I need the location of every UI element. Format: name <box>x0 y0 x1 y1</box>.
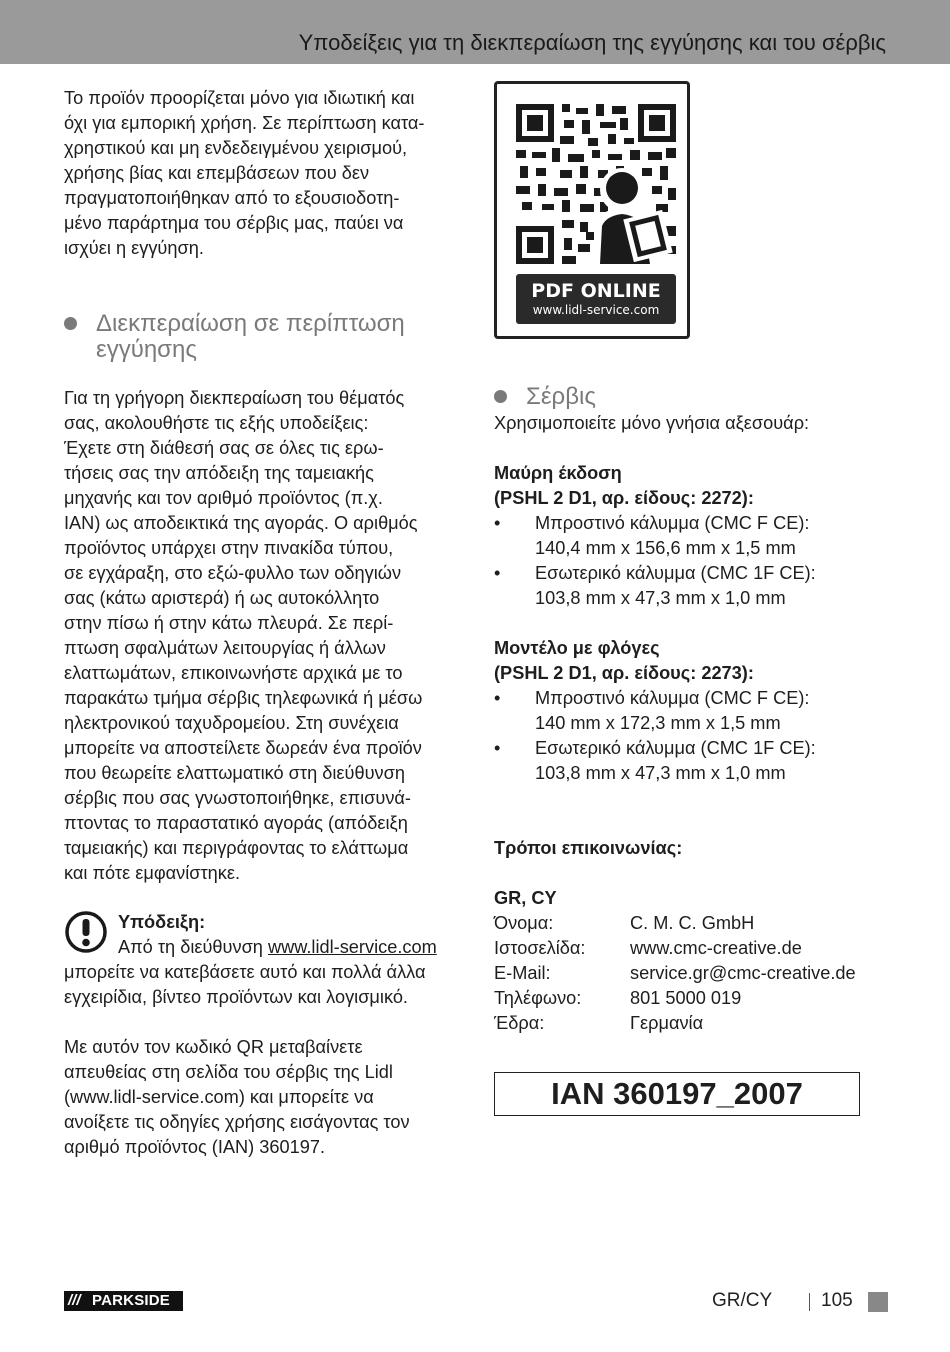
footer-language: GR/CY <box>712 1290 773 1311</box>
service-heading-text: Σέρβις <box>526 383 596 410</box>
bullet-mark: • <box>494 513 501 533</box>
contact-heading: Τρόποι επικοινωνίας: <box>494 838 683 858</box>
ian-number-box: IAN 360197_2007 <box>494 1072 860 1116</box>
qr-code-badge[interactable] <box>494 81 690 339</box>
contact-website-link[interactable]: www.cmc-creative.de <box>630 938 802 958</box>
list-item <box>494 561 914 611</box>
note-body <box>64 960 474 1010</box>
note-header <box>118 910 478 960</box>
warranty-heading-text: Διεκπεραίωση σε περίπτωση εγγύησης <box>96 310 405 363</box>
logo-slashes: /// <box>68 1292 81 1309</box>
logo-name: PARKSIDE <box>92 1292 170 1309</box>
contact-heading-block <box>494 836 914 861</box>
bullet-mark: • <box>494 688 501 708</box>
bullet-dot-icon <box>494 390 507 403</box>
service-intro: Χρησιμοποιείτε μόνο γνήσια αξεσουάρ: <box>494 413 810 433</box>
page-header-title: Υποδείξεις για τη διεκπεραίωση της εγγύησης και του σέρβις <box>298 30 886 55</box>
warranty-section <box>64 386 474 886</box>
black-version-title: Μαύρη έκδοση (PSHL 2 D1, αρ. είδους: 2272): <box>494 463 754 508</box>
note-prefix: Από τη διεύθυνση <box>118 937 268 957</box>
contact-key: Όνομα: <box>494 913 554 933</box>
footer-square-marker <box>868 1292 888 1312</box>
exclamation-note-icon <box>64 910 108 954</box>
pdf-online-url: www.lidl-service.com <box>532 303 660 317</box>
lidl-service-link[interactable]: www.lidl-service.com <box>267 937 437 957</box>
pdf-online-label <box>516 274 676 324</box>
list-item <box>494 511 914 561</box>
list-item <box>494 736 914 786</box>
black-version-section <box>494 461 914 611</box>
list-item-text: Μπροστινό κάλυμμα (CMC F CE): 140,4 mm x 156,6 mm x 1,5 mm <box>535 513 810 558</box>
intro-paragraph: Το προϊόν προορίζεται μόνο για ιδιωτική και όχι για εμπορική χρήση. Σε περίπτωση κατα- χρηστικού και μη ενδεδειγμένου χειρισμού, χρήσης βίας και επεμβάσεων που δεν πραγματοποιήθηκαν από το εξουσιοδοτη- μένο παράρτημα του σέρβις μας, παύει να ισχύει η εγγύηση. <box>64 88 425 258</box>
bullet-mark: • <box>494 738 501 758</box>
parkside-logo <box>64 1291 183 1311</box>
page-number: 105 <box>821 1290 853 1311</box>
contact-key: Ιστοσελίδα: <box>494 938 586 958</box>
contact-key: Τηλέφωνο: <box>494 988 582 1008</box>
pdf-online-title: PDF ONLINE <box>531 280 661 302</box>
qr-description <box>64 1035 474 1160</box>
contact-value: 801 5000 019 <box>630 988 742 1008</box>
note-first-line <box>118 935 478 960</box>
note-rest-text: μπορείτε να κατεβάσετε αυτό και πολλά άλλα εγχειρίδια, βίντεο προϊόντων και λογισμικό. <box>64 962 426 1007</box>
service-section <box>494 411 914 436</box>
note-title: Υπόδειξη: <box>118 912 206 932</box>
flame-version-section <box>494 636 914 786</box>
warranty-paragraph: Για τη γρήγορη διεκπεραίωση του θέματός σας, ακολουθήστε τις εξής υποδείξεις: Έχετε στη διάθεσή σας σε όλες τις ερω- τήσεις σας την απόδειξη της ταμειακής μηχανής και τον αριθμό προϊόντος (π.χ. IAN) ως αποδεικτικά της αγοράς. Ο αριθμός προϊόντος υπάρχει στην πινακίδα τύπου, σε εγχάραξη, στο εξώ-φυλλο των οδηγιών σας (κάτω αριστερά) ή ως αυτοκόλλητο στην πίσω ή στην κάτω πλευρά. Σε περί- πτωση σφαλμάτων λειτουργίας ή άλλων ελαττωμάτων, επικοινωνήστε αρχικά με το παρακάτω τμήμα σέρβις τηλεφωνικά ή μέσω ηλεκτρονικού ταχυδρομείου. Στη συνέχεια μπορείτε να αποστείλετε δωρεάν ένα προϊόν που θεωρείτε ελαττωματικό στη διεύθυνση σέρβις που σας γνωστοποιήθηκε, επισυνά- πτοντας το παραστατικό αγοράς (απόδειξη ταμειακής) και περιγράφοντας το ελάττωμα και πότε εμφανίστηκε. <box>64 388 423 883</box>
flame-version-title: Μοντέλο με φλόγες (PSHL 2 D1, αρ. είδους: 2273): <box>494 638 754 683</box>
contact-key: Έδρα: <box>494 1013 545 1033</box>
contact-value: C. M. C. GmbH <box>630 913 755 933</box>
qr-description-text: Με αυτόν τον κωδικό QR μεταβαίνετε απευθείας στη σελίδα του σέρβις της Lidl (www.lidl-service.com) και μπορείτε να ανοίξετε τις οδηγίες χρήσης εισάγοντας τον αριθμό προϊόντος (IAN) 360197. <box>64 1037 410 1157</box>
list-item-text: Εσωτερικό κάλυμμα (CMC 1F CE): 103,8 mm x 47,3 mm x 1,0 mm <box>535 738 816 783</box>
contact-email-link[interactable]: service.gr@cmc-creative.de <box>630 963 856 983</box>
region-block <box>494 886 914 911</box>
contact-value: Γερμανία <box>630 1013 704 1033</box>
list-item-text: Μπροστινό κάλυμμα (CMC F CE): 140 mm x 172,3 mm x 1,5 mm <box>535 688 810 733</box>
list-item <box>494 686 914 736</box>
bullet-mark: • <box>494 563 501 583</box>
qr-code-icon <box>516 104 676 264</box>
bullet-dot-icon <box>64 317 77 330</box>
left-column <box>64 86 472 261</box>
contact-key: E-Mail: <box>494 963 551 983</box>
region-label: GR, CY <box>494 888 557 908</box>
list-item-text: Εσωτερικό κάλυμμα (CMC 1F CE): 103,8 mm x 47,3 mm x 1,0 mm <box>535 563 816 608</box>
footer-divider <box>809 1293 810 1311</box>
